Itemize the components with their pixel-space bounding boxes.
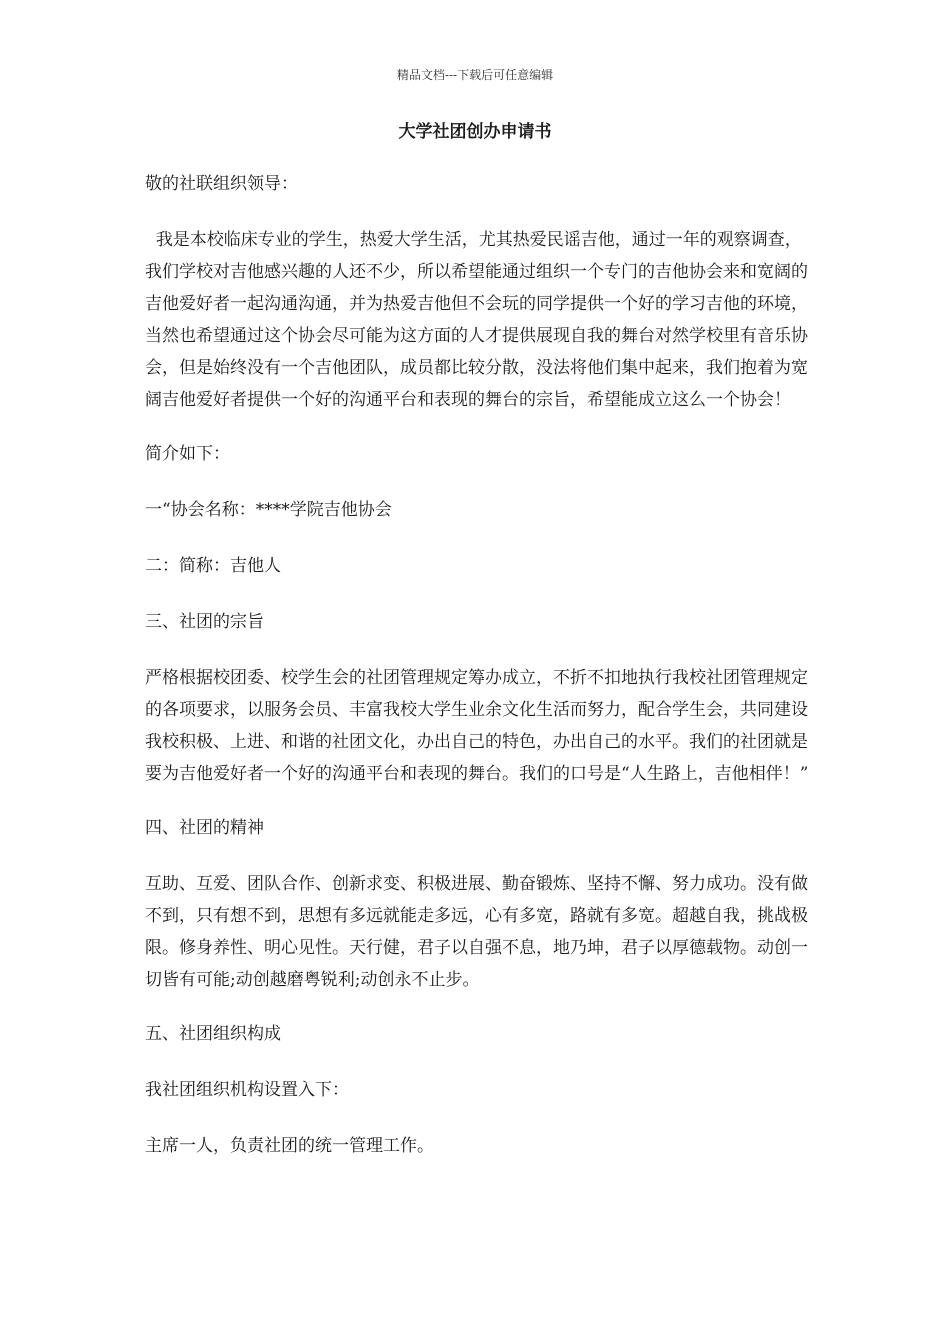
item-3-heading: 三、社团的宗旨 <box>145 612 264 632</box>
document-body <box>145 168 815 1186</box>
item-4-heading: 四、社团的精神 <box>145 818 264 838</box>
intro-heading: 简介如下： <box>145 444 230 464</box>
item-5-intro: 我社团组织机构设置入下： <box>145 1080 349 1100</box>
item-5-heading: 五、社团组织构成 <box>145 1024 281 1044</box>
item-1-name: 一“协会名称：****学院吉他协会 <box>145 500 392 520</box>
item-3-body: 严格根据校团委、校学生会的社团管理规定筹办成立，不折不扣地执行我校社团管理规定的各项要求，以服务会员、丰富我校大学生业余文化生活而努力，配合学生会，共同建设我校积极、上进、和谐的社团文化，办出自己的特色，办出自己的水平。我们的社团就是要为吉他爱好者一个好的沟通平台和表现的舞台。我们的口号是“人生路上，吉他相伴！” <box>145 668 809 784</box>
intro-paragraph: 我是本校临床专业的学生，热爱大学生活，尤其热爱民谣吉他，通过一年的观察调查，我们学校对吉他感兴趣的人还不少，所以希望能通过组织一个专门的吉他协会来和宽阔的吉他爱好者一起沟通沟通，并为热爱吉他但不会玩的同学提供一个好的学习吉他的环境，当然也希望通过这个协会尽可能为这方面的人才提供展现自我的舞台对然学校里有音乐协会，但是始终没有一个吉他团队，成员都比较分散，没法将他们集中起来，我们抱着为宽阔吉他爱好者提供一个好的沟通平台和表现的舞台的宗旨，希望能成立这么一个协会！ <box>145 230 808 410</box>
document-title: 大学社团创办申请书 <box>398 122 552 142</box>
header-note: 精品文档---下载后可任意编辑 <box>396 68 554 82</box>
salutation: 敬的社联组织领导： <box>145 174 298 194</box>
item-2-short-name: 二：简称：吉他人 <box>145 556 281 576</box>
item-5-chair: 主席一人，负责社团的统一管理工作。 <box>145 1136 434 1156</box>
item-4-body: 互助、互爱、团队合作、创新求变、积极进展、勤奋锻炼、坚持不懈、努力成功。没有做不到，只有想不到，思想有多远就能走多远，心有多宽，路就有多宽。超越自我，挑战极限。修身养性、明心见性。天行健，君子以自强不息，地乃坤，君子以厚德载物。动创一切皆有可能;动创越磨粤锐利;动创永不止步。 <box>145 874 808 990</box>
